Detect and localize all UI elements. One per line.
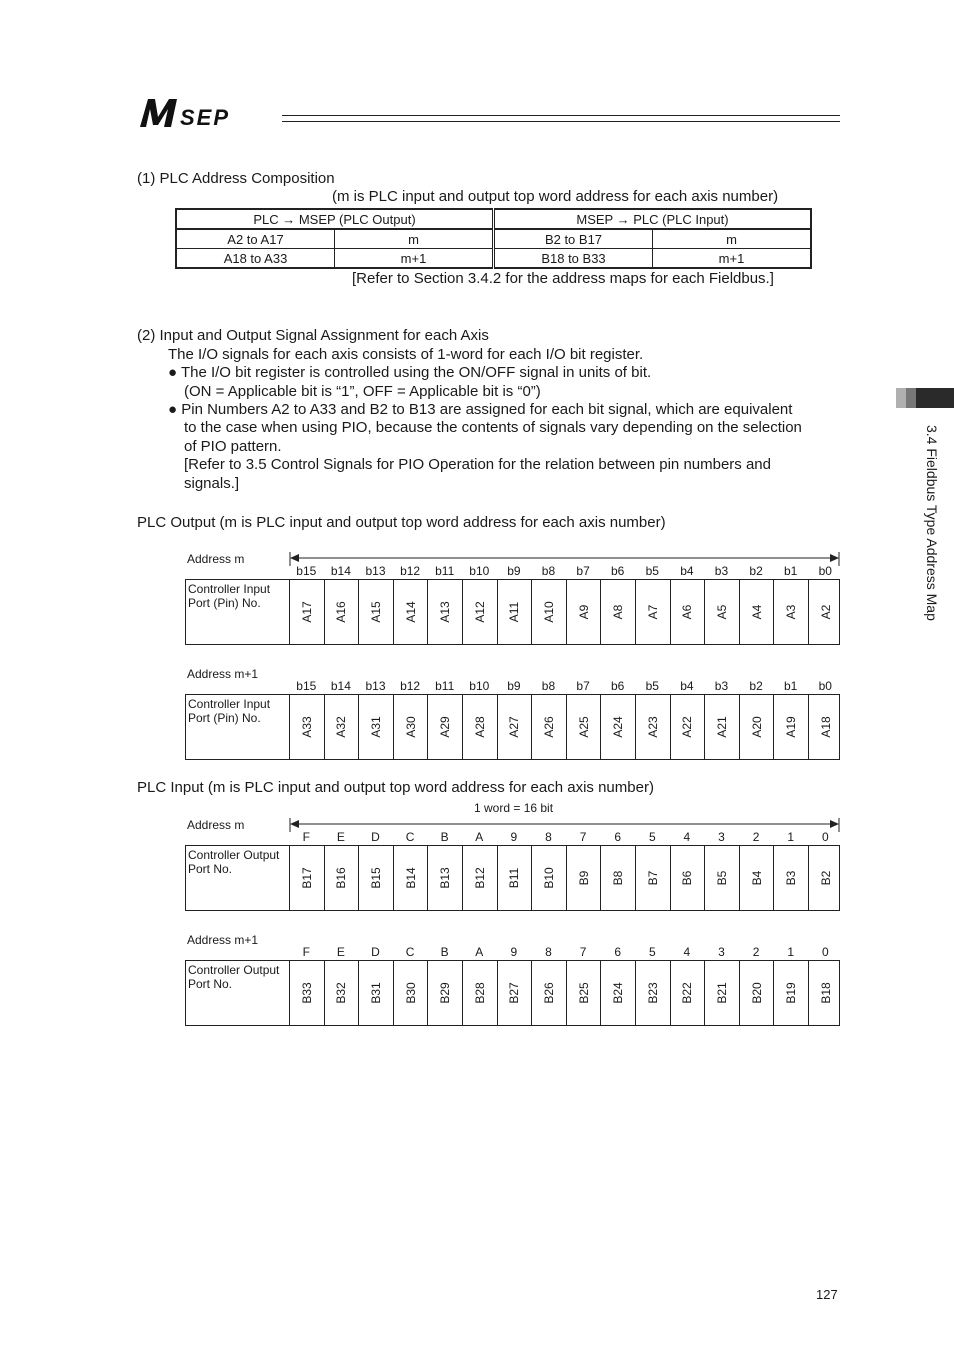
- pin-label: A27: [507, 716, 522, 738]
- bit-header: A: [475, 830, 484, 844]
- bit-header: b2: [749, 564, 763, 578]
- pin-label: A2: [818, 604, 833, 620]
- bit-assignment-grid: [185, 960, 840, 1026]
- bit-header: 4: [683, 945, 691, 959]
- bit-header: b5: [645, 679, 659, 693]
- pin-label: B7: [645, 870, 660, 886]
- pin-label: A21: [714, 716, 729, 738]
- bullet1-line2: (ON = Applicable bit is “1”, OFF = Applicable bit is “0”): [184, 383, 541, 400]
- pin-label: A8: [611, 604, 626, 620]
- pin-cell: [808, 580, 843, 644]
- bit-header: b9: [507, 679, 521, 693]
- bit-header: b14: [330, 679, 351, 693]
- row-label-line2: Port No.: [188, 862, 233, 876]
- pin-cell: [497, 580, 532, 644]
- pin-cell: [635, 846, 670, 910]
- bit-header: b9: [507, 564, 521, 578]
- bit-header: C: [405, 945, 415, 959]
- pin-label: A32: [334, 716, 349, 738]
- pin-label: A4: [749, 604, 764, 620]
- page-number: 127: [816, 1287, 838, 1302]
- word-note: 1 word = 16 bit: [474, 801, 554, 815]
- pin-cell: [393, 580, 428, 644]
- bit-header: 0: [821, 945, 829, 959]
- bit-header: b11: [435, 679, 455, 693]
- pin-label: A20: [749, 716, 764, 738]
- bit-header: b3: [714, 679, 729, 693]
- pin-label: B14: [403, 867, 418, 889]
- pin-label: B10: [541, 867, 556, 889]
- msep-logo: [138, 95, 278, 131]
- bit-header: b13: [365, 679, 386, 693]
- pin-label: B13: [438, 867, 453, 889]
- pin-label: A5: [714, 604, 729, 620]
- row-label: [188, 963, 279, 991]
- bit-header: 9: [510, 945, 518, 959]
- pin-cell: [739, 695, 774, 759]
- pin-label: A30: [403, 716, 418, 738]
- header-rule-top: [282, 115, 840, 116]
- pin-cell: [531, 961, 566, 1025]
- row-label-line1: Controller Output: [188, 963, 280, 977]
- pin-cell: [600, 846, 635, 910]
- bullet2-line3: of PIO pattern.: [184, 438, 282, 455]
- pin-label: B20: [749, 982, 764, 1004]
- pin-label: B26: [541, 982, 556, 1004]
- bit-header: D: [371, 830, 380, 844]
- bit-header: b3: [714, 564, 729, 578]
- row-label-line2: Port No.: [188, 977, 233, 991]
- bullet2-line4: [Refer to 3.5 Control Signals for PIO Operation for the relation between pin numbers and: [184, 456, 771, 473]
- pin-cell: [773, 846, 808, 910]
- pin-label: B18: [818, 982, 833, 1004]
- pin-cell: [497, 961, 532, 1025]
- pin-cell: [462, 846, 497, 910]
- row-label-line1: Controller Input: [188, 697, 271, 711]
- bit-header: b10: [469, 679, 490, 693]
- section2-title: (2) Input and Output Signal Assignment for each Axis: [137, 327, 489, 344]
- pin-label: A31: [368, 716, 383, 738]
- table-cell: B2 to B17: [494, 229, 653, 249]
- bit-header: 0: [821, 830, 829, 844]
- pin-cell: [635, 695, 670, 759]
- bit-header: b12: [400, 564, 421, 578]
- table-cell: A18 to A33: [176, 249, 335, 269]
- pin-cell: [427, 580, 462, 644]
- bit-header: 2: [752, 945, 760, 959]
- bit-header: 9: [510, 830, 518, 844]
- bit-header: b13: [365, 564, 386, 578]
- bit-header: b0: [818, 564, 832, 578]
- chapter-tab-label: 3.4 Fieldbus Type Address Map: [924, 425, 940, 621]
- bit-header: D: [371, 945, 380, 959]
- section2-intro: The I/O signals for each axis consists of 1-word for each I/O bit register.: [168, 346, 644, 363]
- table-cell: m: [335, 229, 494, 249]
- pin-cell: [531, 846, 566, 910]
- table-row: [176, 229, 811, 249]
- address-label: Address m+1: [187, 933, 259, 947]
- row-label-line2: Port (Pin) No.: [188, 596, 261, 610]
- table-cell: A2 to A17: [176, 229, 335, 249]
- bit-header: 7: [579, 830, 587, 844]
- row-label: [188, 848, 279, 876]
- pin-cell: [358, 580, 393, 644]
- pin-cell: [289, 846, 324, 910]
- pin-cell: [358, 846, 393, 910]
- pin-cell: [670, 580, 705, 644]
- pin-label: B11: [507, 867, 522, 889]
- pin-label: A3: [784, 604, 799, 620]
- pin-label: B2: [818, 870, 833, 886]
- address-composition-table: [175, 208, 812, 269]
- bit-header: b5: [645, 564, 659, 578]
- pin-label: B22: [680, 982, 695, 1004]
- pin-label: B17: [299, 867, 314, 889]
- pin-cell: [324, 580, 359, 644]
- bit-header: 5: [648, 830, 656, 844]
- pin-label: B25: [576, 982, 591, 1004]
- pin-label: A9: [576, 604, 591, 620]
- pin-cell: [773, 961, 808, 1025]
- pin-label: B30: [403, 982, 418, 1004]
- bit-header: F: [302, 945, 310, 959]
- bit-header: 4: [683, 830, 691, 844]
- pin-cell: [427, 846, 462, 910]
- pin-cell: [566, 961, 601, 1025]
- pin-cell: [462, 961, 497, 1025]
- bit-header: B: [440, 830, 449, 844]
- bullet1-line1: ● The I/O bit register is controlled using the ON/OFF signal in units of bit.: [168, 364, 652, 381]
- pin-label: A10: [541, 601, 556, 623]
- bullet2-line1: ● Pin Numbers A2 to A33 and B2 to B13 are assigned for each bit signal, which are equivalent: [168, 401, 793, 418]
- pin-cell: [704, 580, 739, 644]
- plc-input-title: PLC Input (m is PLC input and output top word address for each axis number): [137, 779, 654, 796]
- pin-cell: [600, 961, 635, 1025]
- pin-label: A15: [368, 601, 383, 623]
- pin-cell: [462, 695, 497, 759]
- pin-cell: [635, 580, 670, 644]
- pin-cell: [324, 846, 359, 910]
- pin-cell: [739, 961, 774, 1025]
- bit-header: b14: [330, 564, 351, 578]
- pin-label: A14: [403, 601, 418, 623]
- pin-label: A26: [541, 716, 556, 738]
- pin-label: B5: [714, 870, 729, 886]
- pin-cell: [566, 846, 601, 910]
- bit-header: 3: [718, 830, 725, 844]
- bit-header: b4: [680, 564, 694, 578]
- bit-header: 1: [787, 830, 795, 844]
- table-header-plc-output: PLC → MSEP (PLC Output): [176, 209, 494, 229]
- pin-label: A19: [784, 716, 799, 738]
- pin-cell: [600, 695, 635, 759]
- pin-label: A25: [576, 716, 591, 738]
- bit-header: C: [405, 830, 415, 844]
- pin-cell: [497, 846, 532, 910]
- pin-label: B6: [680, 870, 695, 886]
- bit-header: b7: [576, 679, 590, 693]
- bit-header: 8: [545, 830, 552, 844]
- pin-label: B4: [749, 870, 764, 886]
- section1-ref: [Refer to Section 3.4.2 for the address maps for each Fieldbus.]: [352, 270, 774, 287]
- pin-label: B33: [299, 982, 314, 1004]
- bit-header: b12: [400, 679, 421, 693]
- bit-header: b6: [611, 679, 625, 693]
- pin-label: B9: [576, 870, 591, 886]
- row-label: [188, 697, 270, 725]
- bit-header: 5: [648, 945, 656, 959]
- pin-cell: [393, 846, 428, 910]
- pin-label: B23: [645, 982, 660, 1004]
- pin-label: A7: [645, 604, 660, 620]
- bit-assignment-grid: [185, 694, 840, 760]
- bit-header: 6: [614, 945, 622, 959]
- pin-cell: [670, 846, 705, 910]
- table-cell: m+1: [335, 249, 494, 269]
- pin-label: B32: [334, 982, 349, 1004]
- address-label: Address m+1: [187, 667, 259, 681]
- address-label: Address m: [187, 552, 245, 566]
- bullet2-line5: signals.]: [184, 475, 240, 492]
- bit-header: 2: [752, 830, 760, 844]
- bit-assignment-grid: [185, 579, 840, 645]
- pin-label: B16: [334, 867, 349, 889]
- bit-header: b8: [541, 564, 556, 578]
- pin-label: A18: [818, 716, 833, 738]
- table-cell: B18 to B33: [494, 249, 653, 269]
- table-header-plc-input: MSEP → PLC (PLC Input): [494, 209, 812, 229]
- section1-note: (m is PLC input and output top word address for each axis number): [332, 188, 779, 205]
- bit-header: b8: [541, 679, 556, 693]
- pin-label: B19: [784, 982, 799, 1004]
- pin-cell: [289, 961, 324, 1025]
- header-rule-bottom: [282, 121, 840, 122]
- pin-cell: [773, 695, 808, 759]
- pin-label: A24: [611, 716, 626, 738]
- pin-label: A28: [472, 716, 487, 738]
- pin-cell: [670, 961, 705, 1025]
- pin-label: A16: [334, 601, 349, 623]
- pin-cell: [324, 961, 359, 1025]
- pin-cell: [289, 695, 324, 759]
- pin-cell: [289, 580, 324, 644]
- pin-label: B15: [368, 867, 383, 889]
- pin-cell: [773, 580, 808, 644]
- pin-label: B21: [714, 982, 729, 1004]
- pin-label: A29: [438, 716, 453, 738]
- pin-cell: [808, 846, 843, 910]
- pin-label: A13: [438, 601, 453, 623]
- bit-header: 7: [579, 945, 587, 959]
- row-label: [188, 582, 270, 610]
- pin-cell: [358, 695, 393, 759]
- row-label-line1: Controller Input: [188, 582, 271, 596]
- pin-cell: [739, 846, 774, 910]
- pin-label: A6: [680, 604, 695, 620]
- bit-header: b11: [435, 564, 455, 578]
- bit-header: B: [440, 945, 449, 959]
- pin-cell: [566, 695, 601, 759]
- pin-cell: [497, 695, 532, 759]
- pin-cell: [808, 695, 843, 759]
- bit-header: b15: [296, 679, 317, 693]
- pin-label: A23: [645, 716, 660, 738]
- pin-cell: [600, 580, 635, 644]
- bit-header: 3: [718, 945, 725, 959]
- bit-header: 1: [787, 945, 795, 959]
- pin-label: B28: [472, 982, 487, 1004]
- pin-cell: [635, 961, 670, 1025]
- pin-label: A22: [680, 716, 695, 738]
- svg-text:SEP: SEP: [180, 105, 231, 130]
- pin-cell: [462, 580, 497, 644]
- bit-header: E: [336, 830, 345, 844]
- pin-cell: [739, 580, 774, 644]
- bit-header: b1: [784, 564, 798, 578]
- bit-header: b2: [749, 679, 763, 693]
- bit-header: b7: [576, 564, 590, 578]
- bit-assignment-grid: [185, 845, 840, 911]
- pin-cell: [393, 961, 428, 1025]
- pin-cell: [704, 961, 739, 1025]
- pin-cell: [531, 695, 566, 759]
- table-cell: m: [653, 229, 812, 249]
- pin-label: B24: [611, 982, 626, 1004]
- bit-header: F: [302, 830, 310, 844]
- pin-cell: [531, 580, 566, 644]
- bit-header: 8: [545, 945, 552, 959]
- chapter-tab-bar: [896, 388, 954, 408]
- bit-header: A: [475, 945, 484, 959]
- bit-header: b15: [296, 564, 317, 578]
- pin-label: A33: [299, 716, 314, 738]
- pin-cell: [358, 961, 393, 1025]
- pin-label: B29: [438, 982, 453, 1004]
- pin-label: B12: [472, 867, 487, 889]
- bullet2-line2: to the case when using PIO, because the contents of signals vary depending on the selection: [184, 419, 802, 436]
- section1-title: (1) PLC Address Composition: [137, 170, 335, 187]
- address-label: Address m: [187, 818, 245, 832]
- pin-cell: [704, 695, 739, 759]
- bit-header: b4: [680, 679, 694, 693]
- table-cell: m+1: [653, 249, 812, 269]
- table-row: [176, 249, 811, 269]
- pin-cell: [808, 961, 843, 1025]
- pin-label: A11: [507, 601, 522, 623]
- bit-header: E: [336, 945, 345, 959]
- pin-label: A12: [472, 601, 487, 623]
- bit-header: b10: [469, 564, 490, 578]
- pin-label: B8: [611, 870, 626, 886]
- pin-cell: [324, 695, 359, 759]
- bit-header: b6: [611, 564, 625, 578]
- pin-label: B27: [507, 982, 522, 1004]
- pin-label: A17: [299, 601, 314, 623]
- bit-header: 6: [614, 830, 622, 844]
- pin-label: B3: [784, 870, 799, 886]
- plc-output-title: PLC Output (m is PLC input and output top word address for each axis number): [137, 514, 666, 531]
- row-label-line1: Controller Output: [188, 848, 280, 862]
- pin-cell: [704, 846, 739, 910]
- row-label-line2: Port (Pin) No.: [188, 711, 261, 725]
- bit-header: b1: [784, 679, 798, 693]
- pin-label: B31: [368, 982, 383, 1004]
- pin-cell: [427, 961, 462, 1025]
- pin-cell: [670, 695, 705, 759]
- pin-cell: [566, 580, 601, 644]
- pin-cell: [393, 695, 428, 759]
- pin-cell: [427, 695, 462, 759]
- bit-header: b0: [818, 679, 832, 693]
